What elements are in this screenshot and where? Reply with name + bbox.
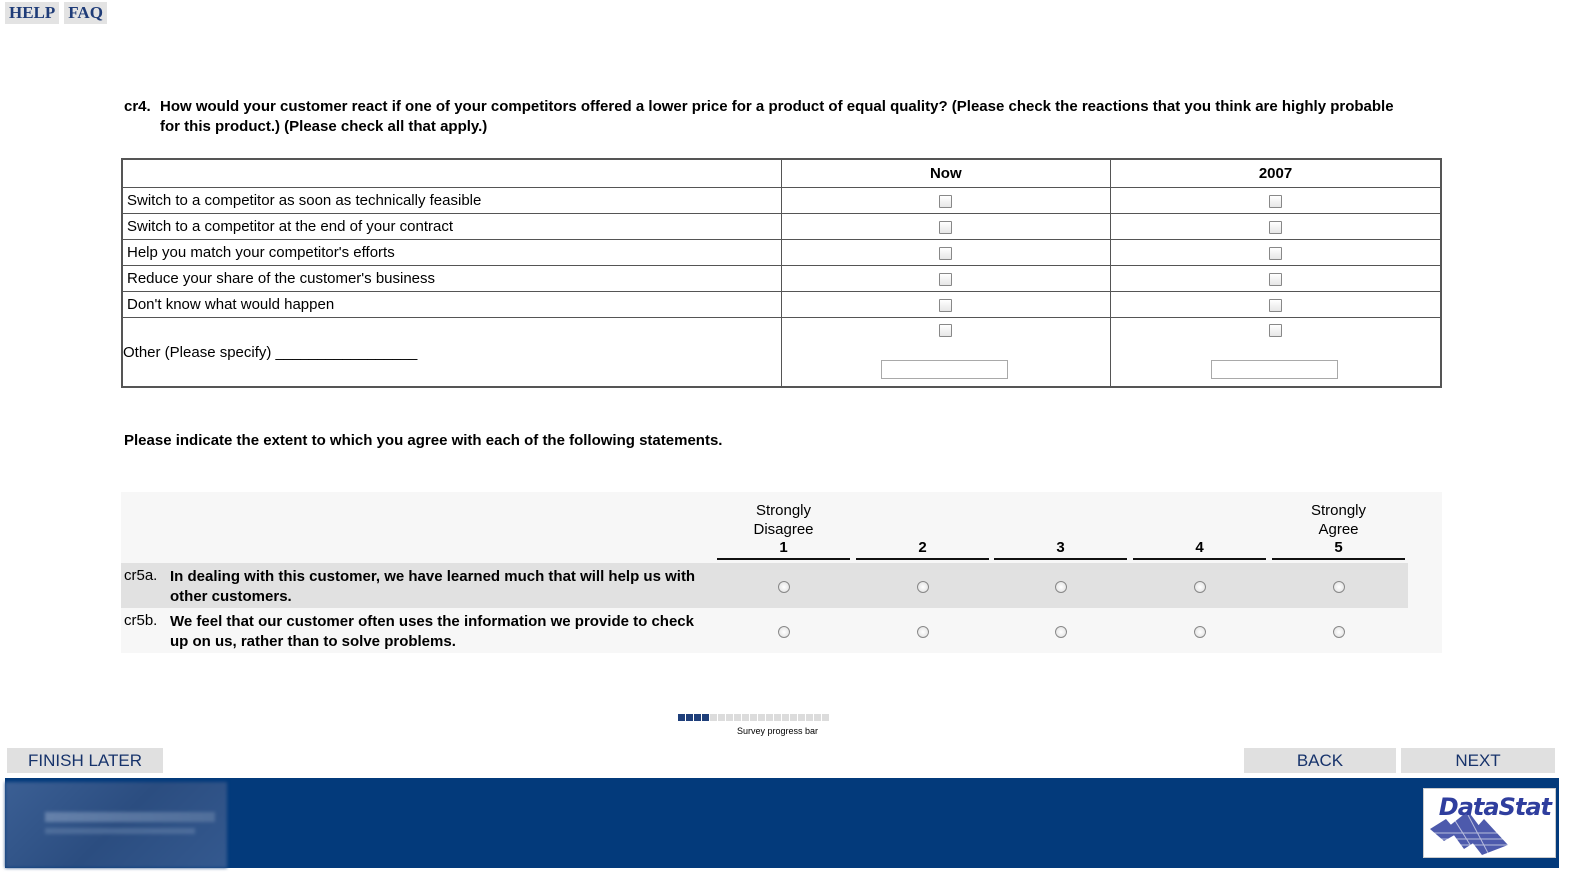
- scale-divider: [994, 558, 1127, 560]
- progress-segment: [774, 714, 781, 721]
- progress-segment: [798, 714, 805, 721]
- checkbox-now[interactable]: [939, 221, 952, 234]
- other-specify-input-2007[interactable]: [1211, 360, 1338, 379]
- progress-segment: [782, 714, 789, 721]
- checkbox-2007[interactable]: [1269, 221, 1282, 234]
- grid-row-other: [122, 318, 1441, 388]
- university-logo: [5, 782, 227, 868]
- scale-label-top: Strongly: [755, 502, 812, 519]
- checkbox-2007[interactable]: [1269, 247, 1282, 260]
- scale-divider: [717, 558, 850, 560]
- scale-header-3: [994, 502, 1127, 558]
- row-label: Reduce your share of the customer's business: [122, 266, 781, 292]
- scale-label-mid: Agree: [1318, 520, 1359, 538]
- scale-number: 2: [918, 539, 927, 556]
- datastat-wordmark: DataStat: [1438, 793, 1551, 821]
- row-label: Help you match your competitor's efforts: [122, 240, 781, 266]
- progress-segment: [790, 714, 797, 721]
- faq-link[interactable]: FAQ: [64, 2, 107, 24]
- progress-segment: [814, 714, 821, 721]
- scale-divider: [1133, 558, 1266, 560]
- grid-header-empty: [122, 159, 781, 188]
- agreement-instruction: Please indicate the extent to which you agree with each of the following statements.: [124, 432, 723, 449]
- checkbox-other-now[interactable]: [939, 324, 952, 337]
- progress-segment: [702, 714, 709, 721]
- finish-later-button[interactable]: FINISH LATER: [7, 748, 163, 773]
- progress-label: Survey progress bar: [737, 726, 819, 736]
- scale-header-4: [1133, 502, 1266, 558]
- statement-row-cr5a: [121, 563, 1408, 608]
- progress-segment: [742, 714, 749, 721]
- radio-cr5b-4[interactable]: [1194, 626, 1206, 638]
- progress-segment: [678, 714, 685, 721]
- grid-row: [122, 292, 1441, 318]
- question-cr4-title: [124, 97, 1414, 137]
- statement-id: cr5b.: [124, 612, 158, 629]
- grid-row: [122, 188, 1441, 214]
- statement-text: In dealing with this customer, we have learned much that will help us with other customers.: [170, 568, 696, 605]
- progress-segment: [694, 714, 701, 721]
- datastat-logo: [1423, 788, 1556, 858]
- scale-number: 3: [1056, 539, 1065, 556]
- scale-label-mid: Disagree: [753, 520, 814, 538]
- grid-row: [122, 240, 1441, 266]
- checkbox-2007[interactable]: [1269, 195, 1282, 208]
- progress-segment: [766, 714, 773, 721]
- scale-divider: [1272, 558, 1405, 560]
- radio-cr5b-1[interactable]: [778, 626, 790, 638]
- column-header-2007: 2007: [1111, 159, 1441, 188]
- radio-cr5a-2[interactable]: [917, 581, 929, 593]
- radio-cr5b-2[interactable]: [917, 626, 929, 638]
- checkbox-now[interactable]: [939, 195, 952, 208]
- scale-header-5: [1272, 502, 1405, 558]
- radio-cr5b-5[interactable]: [1333, 626, 1345, 638]
- radio-cr5a-5[interactable]: [1333, 581, 1345, 593]
- progress-segment: [758, 714, 765, 721]
- checkbox-now[interactable]: [939, 273, 952, 286]
- checkbox-2007[interactable]: [1269, 273, 1282, 286]
- survey-progress-bar: [678, 714, 829, 721]
- back-button[interactable]: BACK: [1244, 748, 1396, 773]
- statement-text: We feel that our customer often uses the information we provide to check up on us, rather than to solve problems.: [170, 613, 694, 650]
- radio-cr5a-3[interactable]: [1055, 581, 1067, 593]
- row-label: Switch to a competitor as soon as technically feasible: [122, 188, 781, 214]
- question-text: How would your customer react if one of your competitors offered a lower price for a product of equal quality? (Please check the reactions that you think are highly probable for this product.) (Please check all that apply.): [160, 98, 1394, 135]
- progress-segment: [750, 714, 757, 721]
- progress-segment: [718, 714, 725, 721]
- column-header-now: Now: [781, 159, 1110, 188]
- scale-number: 5: [1334, 539, 1343, 556]
- scale-number: 4: [1195, 539, 1204, 556]
- grid-row: [122, 214, 1441, 240]
- question-id: cr4.: [124, 98, 151, 115]
- radio-cr5b-3[interactable]: [1055, 626, 1067, 638]
- agreement-matrix: [121, 492, 1442, 653]
- reaction-grid: [121, 158, 1442, 388]
- radio-cr5a-4[interactable]: [1194, 581, 1206, 593]
- row-label: Don't know what would happen: [122, 292, 781, 318]
- top-links: [5, 2, 107, 24]
- progress-segment: [710, 714, 717, 721]
- checkbox-other-2007[interactable]: [1269, 324, 1282, 337]
- scale-label-top: Strongly: [1310, 502, 1367, 519]
- statement-row-cr5b: [121, 608, 1408, 653]
- next-button[interactable]: NEXT: [1401, 748, 1555, 773]
- progress-segment: [806, 714, 813, 721]
- grid-row: [122, 266, 1441, 292]
- radio-cr5a-1[interactable]: [778, 581, 790, 593]
- scale-header-1: [717, 502, 850, 558]
- progress-segment: [734, 714, 741, 721]
- grid-header-row: [122, 159, 1441, 188]
- scale-header-2: [856, 502, 989, 558]
- scale-divider: [856, 558, 989, 560]
- progress-segment: [726, 714, 733, 721]
- other-specify-input-now[interactable]: [881, 360, 1008, 379]
- footer-bar: [5, 778, 1559, 868]
- progress-segment: [686, 714, 693, 721]
- checkbox-now[interactable]: [939, 247, 952, 260]
- statement-id: cr5a.: [124, 567, 158, 584]
- checkbox-now[interactable]: [939, 299, 952, 312]
- other-label: Other (Please specify) _________________: [122, 318, 781, 388]
- checkbox-2007[interactable]: [1269, 299, 1282, 312]
- row-label: Switch to a competitor at the end of your contract: [122, 214, 781, 240]
- help-link[interactable]: HELP: [5, 2, 59, 24]
- scale-number: 1: [779, 539, 788, 556]
- progress-segment: [822, 714, 829, 721]
